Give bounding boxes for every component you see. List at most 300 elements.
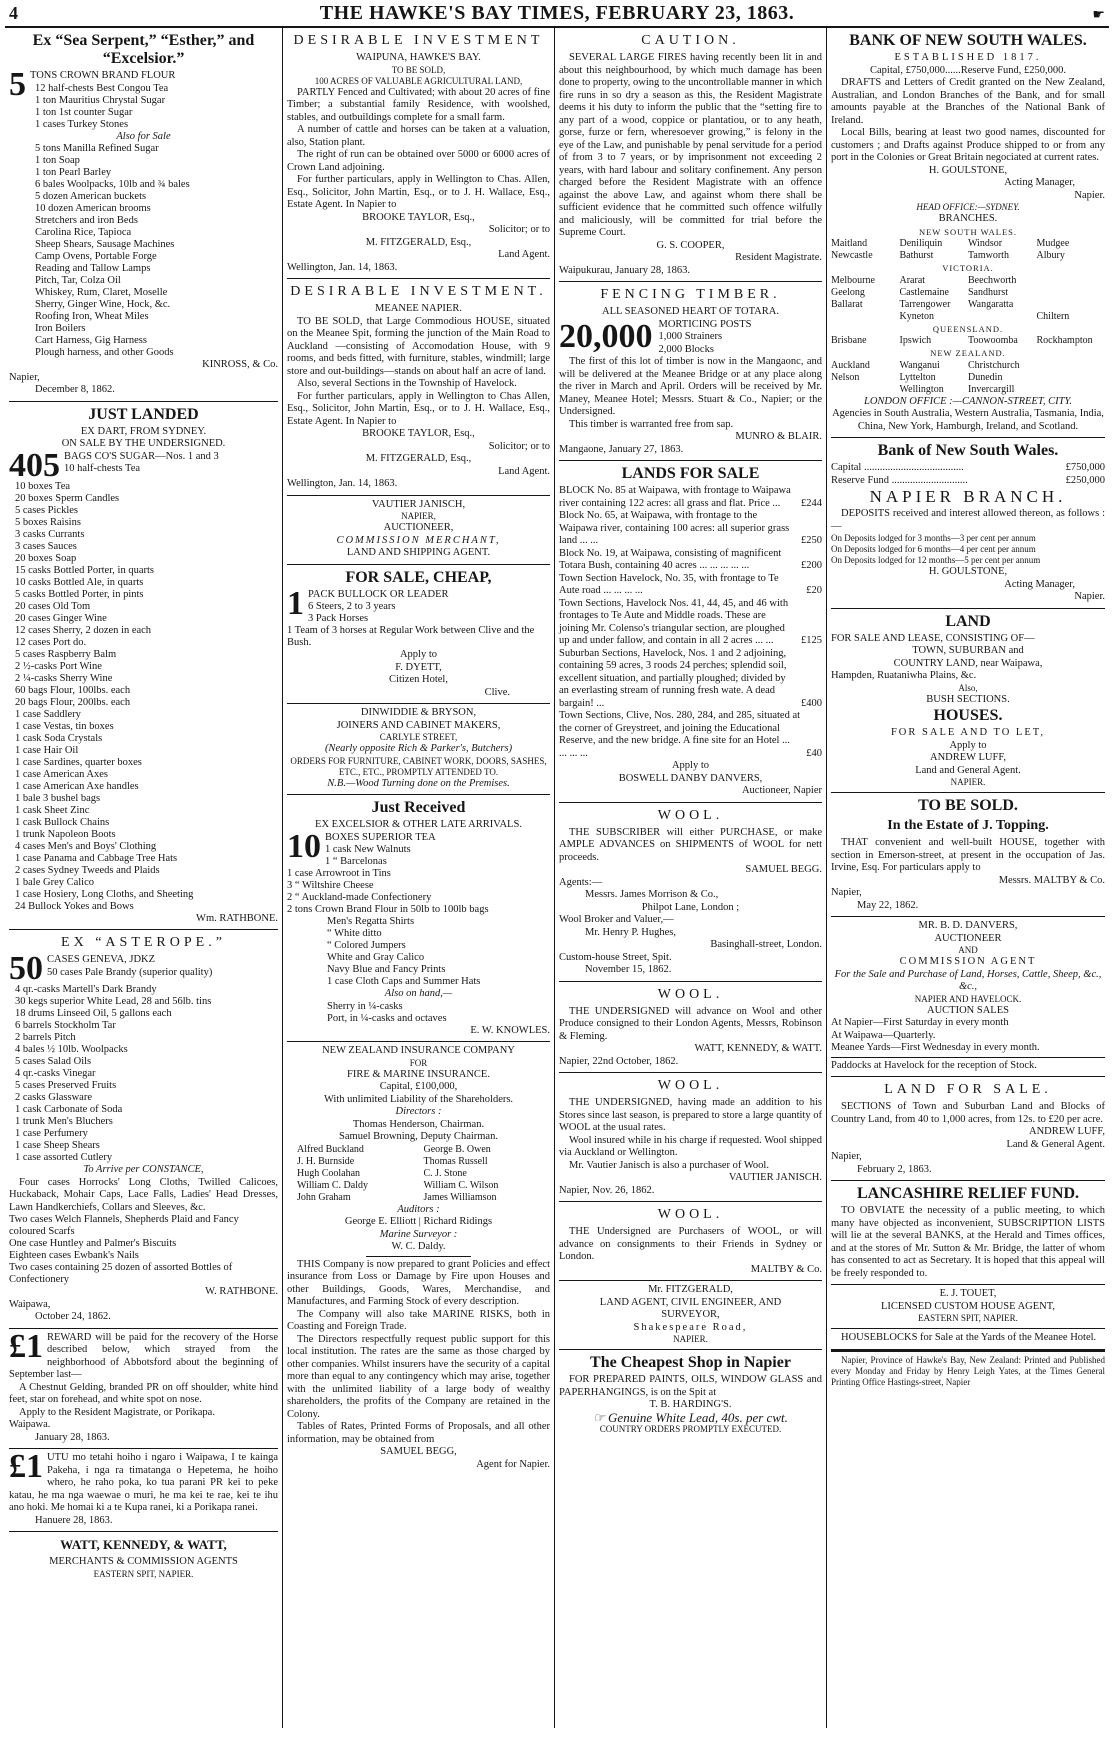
branch-name: Wangaratta (968, 298, 1014, 310)
branch-name: Windsor (968, 238, 1003, 249)
signer: E. W. KNOWLES. (470, 1024, 550, 1036)
signer: W. RATHBONE. (205, 1286, 278, 1297)
signer-role: Solicitor; or to (488, 440, 550, 452)
ad-houseblocks (831, 1329, 1105, 1350)
ad-investment-meanee (287, 279, 550, 496)
signer-role: Auctioneer, Napier (741, 785, 822, 796)
item-list (287, 844, 550, 916)
branch-name (831, 384, 900, 396)
ad-heading: WATT, KENNEDY, & WATT, (60, 1537, 227, 1552)
list-item: 2 “ Auckland-made Confectionery (287, 892, 432, 903)
branch-name: Sandhurst (968, 286, 1008, 298)
paragraph: THE UNDERSIGNED, having made an addition to his Stores since last season, is prepared to store a large quantity of WOOL at the usual rates. (559, 1097, 822, 1133)
paragraph: For further particulars, apply in Wellington to Chas. Allen, Esq., Solicitor, John Martin, Esq., or to J. H. Wallace, Esq., Estate Agent. In Napier to (287, 174, 550, 210)
list-item: 20 bags Flour, 200lbs. each (15, 696, 131, 708)
list-item: 2 ¼-casks Sherry Wine (15, 672, 113, 684)
branch-name (1037, 299, 1106, 311)
list-item: 1 Team of 3 horses at Regular Work between Clive and the Bush. (287, 625, 535, 648)
reward-desc: A Chestnut Gelding, branded PR on off shoulder, white hind feet, star on forehead, and white spot on nose. (9, 1381, 278, 1405)
drop-number: 405 (9, 446, 60, 484)
column-2 (283, 28, 555, 1728)
list-item: 4 qr.-casks Vinegar (15, 1068, 96, 1079)
list-item: Two cases containing 25 dozen of assorted Bottles of Confectionery (9, 1262, 233, 1285)
branch-name: Nelson (831, 371, 860, 383)
land-price: £40 (806, 747, 822, 759)
ad-line: Wool Broker and Valuer,— (559, 914, 674, 925)
list-item: One case Huntley and Palmer's Biscuits (9, 1238, 177, 1249)
list-item: 1 case Arrowroot in Tins (287, 868, 391, 879)
big-number: 20,000 (559, 318, 653, 355)
ad-utu (9, 1449, 278, 1532)
signer: M. FITZGERALD, Esq., (365, 453, 472, 464)
date: Napier, Nov. 26, 1862. (559, 1184, 655, 1196)
lands-list (559, 485, 822, 760)
list-item: 10 casks Bottled Ale, in quarts (15, 576, 144, 588)
ad-line: Reserve Fund ............................. (831, 474, 968, 486)
ad-heading: Ex “Sea Serpent,” “Esther,” and “Excelsior.” (32, 32, 255, 67)
branch-name: Melbourne (831, 274, 875, 286)
signer: Wm. RATHBONE. (196, 912, 278, 924)
list-item: 3 “ Wiltshire Cheese (287, 880, 374, 891)
branch-name (1037, 372, 1106, 384)
directors-label: Directors : (395, 1106, 442, 1117)
apply-label: Apply to (671, 760, 710, 771)
list-item: 5 dozen American buckets (35, 191, 147, 202)
date: October 24, 1862. (35, 1311, 111, 1322)
paragraph: TO OBVIATE the necessity of a public meeting, to which many have objected as inconvenient, SUBSCRIPTION LISTS will lie at the several BANKS, at the Herald and Times offices, and at the stores of Mr. Sutton & Mr. Bridge, the latter of whom has consented to act as Secretary. It is hoped that this appeal will be freely responded to. (831, 1205, 1105, 1279)
branch-name: Kyneton (899, 310, 934, 322)
province-label: NEW ZEALAND. (930, 348, 1006, 358)
list-item: 2 ½-casks Port Wine (15, 660, 102, 672)
list-item: 2 casks Glassware (15, 1092, 92, 1103)
ad-touet (831, 1285, 1105, 1329)
land-desc: Town Sections, Clive, Nos. 280, 284, and 285, situated at the corner of Greystreet, and joining the Educational Reserve, and the new bridge. A fine site for an Hotel ... ... ... ... (559, 710, 801, 759)
ad-wool-begg (559, 803, 822, 982)
ad-lancashire (831, 1181, 1105, 1285)
list-item: Carolina Rice, Tapioca (35, 227, 132, 238)
signer: MALTBY & Co. (750, 1263, 822, 1275)
paragraph: SECTIONS of Town and Suburban Land and Blocks of Country Land, from 40 to 1,000 acres, from 12s. to £20 per acre. (831, 1101, 1105, 1125)
signer: Messrs. MALTBY & Co. (998, 874, 1105, 886)
date: January 28, 1863. (35, 1431, 110, 1443)
province-label: VICTORIA. (942, 263, 994, 273)
signer: ANDREW LUFF, (1029, 1126, 1105, 1137)
signer: BROOKE TAYLOR, Esq., (362, 428, 475, 439)
ad-subheading: FIRE & MARINE INSURANCE. (347, 1068, 490, 1080)
ad-line: (Nearly opposite Rich & Parker's, Butchers) (324, 743, 513, 754)
ad-line: ORDERS FOR FURNITURE, CABINET WORK, DOORS, SASHES, ETC., ETC., PROMPTLY ATTENDED TO. (290, 755, 547, 777)
paragraph: Wool insured while in his charge if requested. Wool shipped via Auckland or Wellington. (559, 1134, 822, 1158)
signer: VAUTIER JANISCH. (728, 1172, 822, 1183)
paragraph: THE UNDERSIGNED will advance on Wool and other Produce consigned to their London Agents, Messrs, Robinson & Fleming. (559, 1005, 822, 1042)
list-item: 1 case American Axe handles (15, 780, 139, 792)
address: Custom-house Street, Spit. (559, 951, 672, 963)
signer-role: Land and General Agent. (915, 764, 1021, 776)
lead-line: BAGS CO'S SUGAR—Nos. 1 and 3 (64, 450, 219, 462)
ad-subheading: TO BE SOLD, (391, 64, 446, 75)
signer-role: Land Agent. (498, 465, 550, 477)
list-item: Two cases Welch Flannels, Shepherds Plaid and Fancy coloured Scarfs (9, 1214, 239, 1237)
ad-line: W. C. Daldy. (391, 1241, 446, 1252)
list-item: 1 “ Barcelonas (325, 856, 387, 867)
ad-heading: LAND (945, 612, 991, 630)
ad-heading: HOUSES. (933, 707, 1003, 724)
list-item: 4 bales ½ 10lb. Woolpacks (15, 1044, 128, 1055)
list-item: 5 cases Raspberry Balm (15, 648, 117, 660)
director-name: John Graham (297, 1191, 351, 1203)
lead-line: CASES GENEVA, JDKZ (47, 954, 156, 965)
item-list (287, 916, 550, 988)
rate-line: On Deposits lodged for 6 months—4 per cent per annum (831, 544, 1036, 554)
paragraph: For further particulars, apply in Wellington to Chas Allen, Esq., Solicitor, John Martin, Esq., or to J. H. Wallace, Esq., Estate Agent. In Napier to (287, 390, 550, 427)
ad-line: AUCTIONEER, (383, 522, 454, 533)
ad-line: AND (958, 945, 978, 955)
ad-heading: E. J. TOUET, (939, 1288, 997, 1299)
ad-subheading: MERCHANTS & COMMISSION AGENTS (49, 1556, 238, 1567)
paragraph: HOUSEBLOCKS for Sale at the Yards of the Meanee Hotel. (841, 1332, 1097, 1343)
place: Napier. (1074, 189, 1105, 201)
ad-for-sale-cheap (287, 565, 550, 705)
paragraph: THIS Company is now prepared to grant Policies and effect insurance from Loss or Damage by Fire upon Houses and other Buildings, Goods, Wares, Merchandise, and Manufactures, and Farming Stock of every description. (287, 1258, 550, 1307)
branches-label: BRANCHES. (938, 213, 998, 224)
branch-name: Mudgee (1036, 238, 1070, 249)
signer: SAMUEL BEGG. (745, 864, 822, 875)
paragraph: This timber is warranted free from sap. (569, 418, 734, 430)
ad-subheading: JOINERS AND CABINET MAKERS, (336, 719, 501, 731)
reward-text: REWARD will be paid for the recovery of the Horse described below, which strayed from the neighborhood of Abbotsford about the beginning of September last— (9, 1331, 278, 1380)
ad-sea-serpent (9, 28, 278, 402)
list-item: Iron Boilers (35, 323, 86, 334)
list-item: 6 barrels Stockholm Tar (15, 1020, 116, 1031)
list-item: Reading and Tallow Lamps (35, 263, 151, 274)
surveyor-label: Marine Surveyor : (379, 1228, 458, 1240)
director-name: William C. Daldy (297, 1179, 368, 1191)
ad-dinwiddie (287, 704, 550, 795)
list-item: 5 tons Manilla Refined Sugar (35, 143, 159, 154)
ad-value: £250,000 (1065, 474, 1105, 486)
imprint (831, 1350, 1105, 1392)
land-price: £20 (806, 585, 822, 596)
item-list (9, 481, 278, 913)
list-item: 1 case assorted Cutlery (15, 1152, 113, 1163)
place: WAIPUNA, HAWKE'S BAY. (356, 52, 481, 63)
branch-name: Castlemaine (899, 286, 949, 298)
ad-line: Thomas Henderson, Chairman. (352, 1118, 485, 1130)
list-item: 2 barrels Pitch (15, 1032, 76, 1043)
list-item: 10 dozen American brooms (35, 203, 151, 214)
paragraph: THE SUBSCRIBER will either PURCHASE, or make AMPLE ADVANCES on SHIPMENTS of WOOL for nett proceeds. (559, 826, 822, 863)
ad-just-received (287, 795, 550, 1042)
list-item: 1 cask Bullock Chains (15, 816, 110, 828)
list-item: 5 cases Salad Oils (15, 1056, 92, 1067)
list-item: 1 cask Sheet Zinc (15, 804, 90, 816)
branch-name: Toowoomba (968, 335, 1018, 346)
land-desc: BLOCK No. 85 at Waipawa, with frontage to Waipawa river containing 122 acres: all grass and flat. Price ... (559, 485, 791, 509)
signer: KINROSS, & Co. (202, 359, 278, 370)
list-item: 20 cases Ginger Wine (15, 612, 107, 624)
branch-name: Beechworth (968, 274, 1017, 286)
list-item: Cart Harness, Gig Harness (35, 335, 147, 346)
ad-land-for-sale (831, 1077, 1105, 1181)
also-label: Also for Sale (116, 130, 171, 142)
arrive-text: Four cases Horrocks' Long Cloths, Twilled Calicoes, Huckaback, Mohair Caps, Lace Falls, Ladies' Head Dresses, Lawn Handkerchiefs, Collars and Sleeves, &c. (9, 1176, 278, 1213)
paragraph: Local Bills, bearing at least two good names, discounted for customers ; and Drafts against Produce shipped to or from any port in the Colonies or Great Britain negociated at current rates. (831, 127, 1105, 163)
ad-wool-janisch (559, 1073, 822, 1202)
date: November 15, 1862. (585, 964, 672, 975)
column-1 (5, 28, 283, 1728)
paragraph: The Directors respectfully request public support for this local institution. The rates are the same as those charged by other companies. Whilst insurers have the security of a capital more than equal to any contingency which may arise, together with the unlimited liability of a large body of wealthy shareholders, the profits of the Company are retained in the Colony. (287, 1333, 550, 1420)
ad-line: At Waipawa—Quarterly. (831, 1029, 936, 1041)
list-item: 3 cases Sauces (15, 540, 77, 552)
item-list (9, 1214, 278, 1286)
ad-line: LONDON OFFICE :—CANNON-STREET, CITY. (864, 395, 1072, 407)
ad-asterope (9, 930, 278, 1329)
item-list (9, 83, 278, 131)
ad-fencing-timber (559, 282, 822, 461)
ad-heading: Mr. FITZGERALD, (648, 1284, 733, 1295)
signer-role: Acting Manager, (1004, 578, 1075, 590)
ad-line: COUNTRY ORDERS PROMPTLY EXECUTED. (599, 1424, 782, 1434)
province-label: QUEENSLAND. (932, 323, 1004, 334)
list-item: Plough harness, and other Goods (35, 347, 174, 358)
page-number: 4 (9, 3, 18, 23)
ad-heading: LANDS FOR SALE (621, 465, 760, 482)
list-item: 1 case Cloth Caps and Summer Hats (327, 976, 481, 987)
branch-name: Geelong (831, 286, 865, 298)
directors-list (287, 1144, 550, 1204)
ad-subheading: ALL SEASONED HEART OF TOTARA. (602, 306, 779, 317)
hand-pointer-icon: ☛ (1092, 8, 1105, 23)
ad-subheading: ESTABLISHED 1817. (894, 52, 1042, 63)
divider (366, 1256, 471, 1257)
reward-amount: £1 (9, 1327, 43, 1365)
reward-amount: £1 (9, 1448, 43, 1485)
branch-name (968, 311, 1037, 323)
item-list (287, 1001, 550, 1025)
list-item: Roofing Iron, Wheat Miles (35, 311, 149, 322)
ad-line: Hampden, Ruataniwha Plains, &c. (831, 670, 977, 681)
item-list (9, 984, 278, 1164)
ad-line: George E. Elliott | Richard Ridings (344, 1216, 493, 1227)
list-item: Men's Regatta Shirts (327, 916, 415, 927)
paragraph: PARTLY Fenced and Cultivated; with about 20 acres of fine Timber; a substantial family Residence, with woolshed, stables, and outbuildings complete for a small farm. (287, 86, 550, 123)
ad-heading: VAUTIER JANISCH, (371, 498, 466, 510)
list-item: 1 cask Soda Crystals (15, 732, 103, 744)
list-item: 1 case Sheep Shears (15, 1140, 100, 1151)
list-item: 2 cases Sydney Tweeds and Plaids (15, 864, 160, 876)
list-item: 1 case Perfumery (15, 1128, 88, 1139)
ad-subheading: ON SALE BY THE UNDERSIGNED. (61, 438, 226, 449)
list-item: Navy Blue and Fancy Prints (327, 964, 446, 975)
branch-name: Ararat (899, 274, 926, 286)
ad-line: BUSH SECTIONS. (926, 693, 1010, 705)
paragraph: TO BE SOLD, that Large Commodious HOUSE, situated on the Meanee Spit, forming the junction of the Main Road to Auckland —consisting of Accomodation House, with 9 rooms, and beds fitted, with furniture, stables, windmill; large store and out-buildings—stands on about half an acre of land. (287, 315, 550, 377)
list-item: 1 bale 3 bushel bags (15, 792, 101, 804)
ad-subheading: 100 ACRES OF VALUABLE AGRICULTURAL LAND, (314, 75, 523, 86)
list-item: 18 drums Linseed Oil, 5 gallons each (15, 1008, 172, 1019)
ad-heading: Just Received (371, 799, 466, 816)
signer-role: Agent for Napier. (476, 1458, 550, 1470)
land-row (559, 710, 822, 760)
branch-name (1037, 275, 1106, 287)
land-row (559, 510, 822, 548)
branch-name (831, 311, 900, 323)
list-item: 30 kegs superior White Lead, 28 and 56lb. tins (15, 996, 212, 1007)
land-desc: Suburban Sections, Havelock, Nos. 1 and 2 adjoining, containing 59 acres, 3 roods 24 perches; splendid soil, excellent situation, and partially ploughed; divided by an everlasting stream of running fresh wate. A dead bargain! ... (559, 647, 787, 709)
list-item: 1 cask Carbonate of Soda (15, 1104, 123, 1115)
paragraph: Mr. Vautier Janisch is also a purchaser of Wool. (569, 1159, 769, 1171)
branch-name: Albury (1036, 250, 1065, 261)
ad-heading: CAUTION. (641, 33, 740, 48)
list-item: 1 ton Soap (35, 155, 80, 166)
list-item: 20 boxes Sperm Candles (15, 492, 120, 504)
date: Wellington, Jan. 14, 1863. (287, 478, 398, 489)
ad-line: Agents:— (559, 876, 603, 888)
rate-line: On Deposits lodged for 12 months—5 per cent per annum (831, 555, 1041, 565)
lead-line: PACK BULLOCK OR LEADER (308, 588, 449, 600)
list-item: 5 cases Preserved Fruits (15, 1080, 117, 1091)
ad-line: COMMISSION MERCHANT, (336, 534, 501, 546)
list-item: Sheep Shears, Sausage Machines (35, 239, 175, 250)
drop-number: 50 (9, 950, 43, 987)
ad-heading: MR. B. D. DANVERS, (918, 920, 1018, 931)
lead-line: BOXES SUPERIOR TEA (325, 831, 436, 843)
auditors-label: Auditors : (397, 1203, 440, 1215)
ad-line: LAND AND SHIPPING AGENT. (346, 547, 491, 558)
paragraph: SEVERAL LARGE FIRES having recently been lit in and about this neighbourhood, by which much damage has been done to property, owing to the uncontrollable manner in which fire runs in so dry a season as this, the Resident Magistrate deems it his duty to inform the public that the “setting fire to any part of a wood, coppice or plantatiou, or to any heath, gorse, furze or fern, wheresoever growing,” is felony in the eye of the Law, and punishable by penal servitude for a period of from 3 to 7 years, or by imprisonment not exceeding 2 years, with hard labour and solitary confinement. Any person charged before the Resident Magistrate with an offence against the above Law, and against whom there shall be sufficient evidence that he committed such offence wilfully and maliciously, will be committed for trial before the Supreme Court. (559, 52, 822, 238)
paragraph: Agencies in South Australia, Western Australia, Tasmania, India, China, New York, Hamburgh, Ireland, and Scotland. (832, 408, 1104, 432)
date: Napier, 22nd October, 1862. (559, 1055, 679, 1067)
director-name: James Williamson (423, 1191, 497, 1203)
date: May 22, 1862. (857, 899, 919, 911)
place: Waipawa. (9, 1419, 51, 1430)
address: EASTERN SPIT, NAPIER. (918, 1313, 1018, 1323)
land-desc: Block No. 65, at Waipawa, with frontage to the Waipawa river, containing 100 acres: all superior grass land ... ... (559, 510, 790, 546)
ad-heading: Bank of New South Wales. (877, 442, 1059, 459)
ad-heading: LANCASHIRE RELIEF FUND. (856, 1185, 1080, 1202)
land-price: £125 (801, 635, 822, 646)
date: Wellington, Jan. 14, 1863. (287, 261, 398, 273)
imprint-text: Napier, Province of Hawke's Bay, New Zealand: Printed and Published every Monday and Friday by Henry Leigh Yates, at the Times General Printing Office Hastings-street, Napier (831, 1354, 1105, 1387)
place: MEANEE NAPIER. (375, 303, 462, 314)
list-item: “ Colored Jumpers (327, 940, 406, 951)
ad-line: Samuel Browning, Deputy Chairman. (339, 1131, 498, 1142)
ad-just-landed (9, 402, 278, 931)
list-item: Port, in ¼-casks and octaves (327, 1012, 447, 1024)
signer: M. FITZGERALD, Esq., (365, 236, 472, 248)
branch-name: Dunedin (968, 371, 1003, 383)
ad-line: FOR (409, 1057, 428, 1068)
reward-apply: Apply to the Resident Magistrate, or Porikapa. (19, 1406, 215, 1418)
branch-name: Auckland (831, 359, 870, 371)
list-item: 1 case Saddlery (15, 708, 81, 720)
ad-line: 1,000 Strainers (658, 331, 723, 342)
ad-heading: FOR SALE, CHEAP, (345, 568, 492, 586)
list-item: 15 casks Bottled Porter, in quarts (15, 564, 154, 576)
ad-wool-watt (559, 982, 822, 1074)
ad-line: LICENSED CUSTOM HOUSE AGENT, (880, 1300, 1056, 1312)
list-item: 60 bags Flour, 100lbs. each (15, 684, 131, 696)
also-label: Also on hand,— (384, 988, 453, 999)
ad-heading: NAPIER BRANCH. (869, 487, 1067, 506)
ad-heading: NEW ZEALAND INSURANCE COMPANY (322, 1045, 515, 1056)
list-item: 6 bales Woolpacks, 10lb and ¾ bales (35, 179, 190, 190)
branch-name: Bathurst (899, 250, 934, 261)
list-item: Whiskey, Rum, Claret, Moselle (35, 287, 168, 298)
page-title: THE HAWKE'S BAY TIMES, FEBRUARY 23, 1863. (319, 2, 795, 24)
ad-heading: WOOL. (657, 1078, 724, 1093)
ad-danvers (831, 917, 1105, 1077)
ad-watt-kennedy (9, 1532, 278, 1584)
list-item: Sherry in ¼-casks (327, 1000, 403, 1012)
list-item: 1 cask New Walnuts (325, 844, 411, 855)
ad-line: N.B.—Wood Turning done on the Premises. (327, 777, 510, 789)
signer-role: Acting Manager, (1004, 177, 1075, 188)
ad-line: MORTICING POSTS (658, 318, 752, 330)
ad-line: Philpot Lane, London ; (641, 901, 740, 913)
ad-line: Also, (958, 682, 978, 693)
apply-label: Apply to (399, 649, 438, 660)
place: Napier, (9, 371, 40, 383)
branch-list (831, 238, 1105, 262)
ad-line: Messrs. James Morrison & Co., (585, 889, 719, 900)
ad-line: Meanee Yards—First Wednesday in every month. (831, 1042, 1040, 1053)
branch-list (831, 335, 1105, 347)
list-item: Pitch, Tar, Colza Oil (35, 275, 121, 286)
ad-subheading: EX EXCELSIOR & OTHER LATE ARRIVALS. (315, 819, 522, 830)
branch-name: Ballarat (831, 298, 863, 310)
paragraph: A number of cattle and horses can be taken at a valuation, also, Station plant. (287, 124, 550, 148)
ad-line: Capital ...................................... (831, 462, 964, 473)
list-item: 20 boxes Soap (15, 552, 77, 564)
ad-heading: JUST LANDED (88, 405, 199, 423)
ad-heading: TO BE SOLD. (918, 797, 1018, 814)
ad-to-be-sold (831, 793, 1105, 917)
signer: MUNRO & BLAIR. (735, 431, 822, 442)
branch-name (1037, 360, 1106, 372)
lead-line: TONS CROWN BRAND FLOUR (30, 70, 176, 81)
ad-value: £750,000 (1065, 462, 1105, 473)
ad-line: LAND AGENT, CIVIL ENGINEER, AND (599, 1296, 782, 1308)
paragraph: DEPOSITS received and interest allowed thereon, as follows :— (831, 508, 1105, 532)
paragraph: Also, several Sections in the Township of Havelock. (297, 378, 517, 389)
ad-line: COMMISSION AGENT (899, 956, 1037, 967)
place: NAPIER, (401, 511, 436, 521)
branch-name: Deniliquin (899, 238, 943, 249)
land-price: £400 (801, 697, 822, 709)
ad-line: NAPIER AND HAVELOCK. (914, 993, 1022, 1004)
land-desc: Town Section Havelock, No. 35, with frontage to Te Aute road ... ... ... ... (559, 572, 779, 596)
branch-name: Ipswich (899, 335, 932, 346)
list-item: Sherry, Ginger Wine, Hock, &c. (35, 299, 171, 310)
ad-heading: DESIRABLE INVESTMENT (293, 33, 544, 48)
ad-nz-insurance (287, 1042, 550, 1475)
director-name: C. J. Stone (423, 1167, 467, 1179)
ad-line: Basinghall-street, London. (710, 939, 822, 950)
ad-heading: WOOL. (657, 1207, 724, 1222)
list-item: 1 ton Mauritius Chrystal Sugar (35, 94, 166, 106)
signer: H. GOULSTONE, (928, 164, 1008, 176)
date: December 8, 1862. (35, 384, 115, 395)
pointing-hand-icon: ☞ (593, 1409, 605, 1425)
branch-name: Tamworth (968, 250, 1009, 261)
land-price: £244 (801, 497, 822, 509)
ad-bank-napier (831, 438, 1105, 609)
signer: T. B. HARDING'S. (649, 1399, 732, 1410)
ad-line: HEAD OFFICE:—SYDNEY. (916, 202, 1020, 212)
ad-line: FOR SALE AND TO LET, (890, 727, 1046, 738)
ad-heading: LAND FOR SALE. (884, 1082, 1052, 1097)
